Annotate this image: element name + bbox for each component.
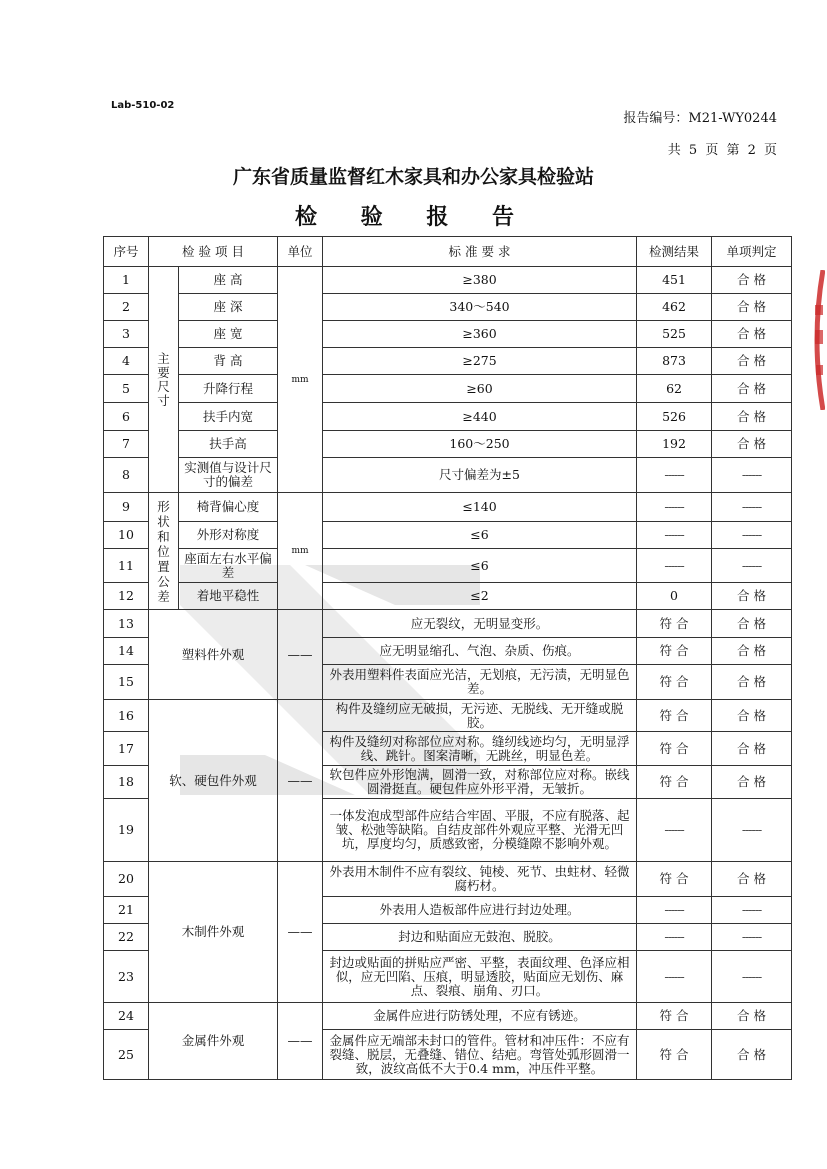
row-verdict: 合 格 (712, 610, 792, 638)
row-result: 451 (637, 267, 712, 294)
row-standard: 封边或贴面的拼贴应严密、平整，表面纹理、色泽应相似，应无凹陷、压痕，明显透胶，贴面应无划伤、麻点、裂痕、崩角、刃口。 (323, 951, 637, 1003)
table-row (104, 700, 792, 732)
row-no: 9 (104, 493, 149, 522)
row-verdict: 合 格 (712, 375, 792, 403)
row-no: 15 (104, 665, 149, 700)
row-standard: 构件及缝纫对称部位应对称。缝纫线迹均匀，无明显浮线、跳针。图案清晰，无跳丝，明显色差。 (323, 732, 637, 766)
row-no: 19 (104, 799, 149, 862)
header-result: 检测结果 (637, 237, 712, 267)
row-verdict: ------ (712, 522, 792, 549)
row-no: 12 (104, 583, 149, 610)
row-standard: ≥60 (323, 375, 637, 403)
table-row (104, 348, 792, 375)
row-verdict: 合 格 (712, 665, 792, 700)
row-result: 符 合 (637, 862, 712, 897)
row-verdict: 合 格 (712, 732, 792, 766)
row-no: 1 (104, 267, 149, 294)
row-verdict: 合 格 (712, 431, 792, 458)
row-result: 525 (637, 321, 712, 348)
row-standard: 金属件应无端部未封口的管件。管材和冲压件：不应有裂缝、脱层，无叠缝、错位、结疤。弯管处弧形圆滑一致，波纹高低不大于0.4 mm，冲压件平整。 (323, 1030, 637, 1080)
row-verdict: 合 格 (712, 638, 792, 665)
row-verdict: 合 格 (712, 766, 792, 799)
table-row (104, 1003, 792, 1030)
row-no: 23 (104, 951, 149, 1003)
table-row (104, 375, 792, 403)
row-standard: ≥440 (323, 403, 637, 431)
row-result: ------ (637, 799, 712, 862)
row-standard: 应无裂纹，无明显变形。 (323, 610, 637, 638)
row-standard: ≤6 (323, 549, 637, 583)
table-row (104, 458, 792, 493)
table-row (104, 294, 792, 321)
row-item: 着地平稳性 (179, 583, 278, 610)
organization-name: 广东省质量监督红木家具和办公家具检验站 (232, 166, 594, 188)
row-result: 符 合 (637, 638, 712, 665)
unit-mm: mm (278, 493, 323, 610)
header-item: 检 验 项 目 (149, 237, 278, 267)
row-standard: 软包件应外形饱满，圆滑一致，对称部位应对称。嵌线圆滑挺直。硬包件应外形平滑，无皱折。 (323, 766, 637, 799)
row-standard: 160～250 (323, 431, 637, 458)
row-standard: ≤2 (323, 583, 637, 610)
row-no: 7 (104, 431, 149, 458)
row-no: 14 (104, 638, 149, 665)
row-no: 25 (104, 1030, 149, 1080)
group-main-dimension: 主 要 尺 寸 (149, 267, 179, 493)
row-no: 3 (104, 321, 149, 348)
unit-mm: mm (278, 267, 323, 493)
row-standard: ≤140 (323, 493, 637, 522)
row-standard: 外表用人造板部件应进行封边处理。 (323, 897, 637, 924)
row-no: 18 (104, 766, 149, 799)
row-item: 座 高 (179, 267, 278, 294)
row-no: 10 (104, 522, 149, 549)
row-standard: 340～540 (323, 294, 637, 321)
row-no: 24 (104, 1003, 149, 1030)
row-verdict: 合 格 (712, 267, 792, 294)
row-result: ------ (637, 924, 712, 951)
row-item: 升降行程 (179, 375, 278, 403)
row-result: ------ (637, 951, 712, 1003)
row-result: 873 (637, 348, 712, 375)
header-unit: 单位 (278, 237, 323, 267)
row-standard: 尺寸偏差为±5 (323, 458, 637, 493)
unit-dash: —— (278, 700, 323, 862)
row-no: 6 (104, 403, 149, 431)
inspection-table (103, 236, 792, 1080)
row-no: 2 (104, 294, 149, 321)
row-result: 0 (637, 583, 712, 610)
table-header-row (104, 237, 792, 267)
row-result: ------ (637, 458, 712, 493)
unit-dash: —— (278, 610, 323, 700)
row-standard: 封边和贴面应无鼓泡、脱胶。 (323, 924, 637, 951)
page-counter: 共 5 页 第 2 页 (667, 143, 777, 158)
row-result: 192 (637, 431, 712, 458)
row-no: 11 (104, 549, 149, 583)
table-row (104, 493, 792, 522)
row-result: ------ (637, 522, 712, 549)
row-standard: 构件及缝纫应无破损，无污迹、无脱线、无开缝或脱胶。 (323, 700, 637, 732)
row-result: 符 合 (637, 700, 712, 732)
row-no: 17 (104, 732, 149, 766)
row-verdict: 合 格 (712, 321, 792, 348)
group-wood-appearance: 木制件外观 (149, 862, 278, 1003)
table-row (104, 321, 792, 348)
table-row (104, 431, 792, 458)
row-standard: ≥275 (323, 348, 637, 375)
row-result: 462 (637, 294, 712, 321)
row-no: 13 (104, 610, 149, 638)
row-no: 8 (104, 458, 149, 493)
row-result: 62 (637, 375, 712, 403)
row-result: 符 合 (637, 732, 712, 766)
row-verdict: 合 格 (712, 1030, 792, 1080)
row-verdict: ------ (712, 458, 792, 493)
group-shape-position-tolerance: 形 状 和 位 置 公 差 (149, 493, 179, 610)
report-number: 报告编号：M21-WY0244 (623, 111, 777, 126)
row-item: 扶手内宽 (179, 403, 278, 431)
row-result: 符 合 (637, 1003, 712, 1030)
row-result: 符 合 (637, 766, 712, 799)
row-item: 背 高 (179, 348, 278, 375)
lab-code: Lab-510-02 (111, 100, 175, 111)
row-verdict: 合 格 (712, 862, 792, 897)
table-row (104, 583, 792, 610)
table-row (104, 610, 792, 638)
header-standard: 标 准 要 求 (323, 237, 637, 267)
row-no: 20 (104, 862, 149, 897)
row-no: 16 (104, 700, 149, 732)
row-verdict: ------ (712, 897, 792, 924)
row-standard: ≤6 (323, 522, 637, 549)
row-result: ------ (637, 897, 712, 924)
unit-dash: —— (278, 862, 323, 1003)
table-row (104, 403, 792, 431)
table-row (104, 862, 792, 897)
group-metal-appearance: 金属件外观 (149, 1003, 278, 1080)
row-standard: ≥360 (323, 321, 637, 348)
row-result: ------ (637, 549, 712, 583)
row-result: ------ (637, 493, 712, 522)
table-row (104, 522, 792, 549)
table-row (104, 549, 792, 583)
row-item: 实测值与设计尺寸的偏差 (179, 458, 278, 493)
header-seq: 序号 (104, 237, 149, 267)
seal-edge-icon (807, 270, 825, 410)
row-verdict: ------ (712, 924, 792, 951)
row-standard: ≥380 (323, 267, 637, 294)
row-item: 扶手高 (179, 431, 278, 458)
row-standard: 应无明显缩孔、气泡、杂质、伤痕。 (323, 638, 637, 665)
row-no: 21 (104, 897, 149, 924)
row-verdict: 合 格 (712, 700, 792, 732)
unit-dash: —— (278, 1003, 323, 1080)
row-standard: 一体发泡成型部件应结合牢固、平服，不应有脱落、起皱、松弛等缺陷。自结皮部件外观应平整、光滑无凹坑，厚度均匀，质感致密，分模缝隙不影响外观。 (323, 799, 637, 862)
row-no: 22 (104, 924, 149, 951)
row-verdict: ------ (712, 799, 792, 862)
row-verdict: ------ (712, 549, 792, 583)
row-verdict: 合 格 (712, 294, 792, 321)
row-standard: 金属件应进行防锈处理，不应有锈迹。 (323, 1003, 637, 1030)
row-result: 符 合 (637, 1030, 712, 1080)
table-row (104, 267, 792, 294)
row-result: 符 合 (637, 665, 712, 700)
row-verdict: 合 格 (712, 403, 792, 431)
row-standard: 外表用塑料件表面应光洁，无划痕，无污渍，无明显色差。 (323, 665, 637, 700)
report-title: 检 验 报 告 (295, 205, 532, 230)
row-item: 座 宽 (179, 321, 278, 348)
row-item: 座面左右水平偏差 (179, 549, 278, 583)
row-item: 外形对称度 (179, 522, 278, 549)
row-verdict: 合 格 (712, 1003, 792, 1030)
row-result: 符 合 (637, 610, 712, 638)
header-verdict: 单项判定 (712, 237, 792, 267)
row-no: 5 (104, 375, 149, 403)
group-soft-hard-appearance: 软、硬包件外观 (149, 700, 278, 862)
group-plastic-appearance: 塑料件外观 (149, 610, 278, 700)
row-standard: 外表用木制件不应有裂纹、钝棱、死节、虫蛀材、轻微腐朽材。 (323, 862, 637, 897)
row-verdict: ------ (712, 951, 792, 1003)
row-item: 座 深 (179, 294, 278, 321)
row-result: 526 (637, 403, 712, 431)
row-no: 4 (104, 348, 149, 375)
row-item: 椅背偏心度 (179, 493, 278, 522)
row-verdict: 合 格 (712, 348, 792, 375)
row-verdict: ------ (712, 493, 792, 522)
row-verdict: 合 格 (712, 583, 792, 610)
